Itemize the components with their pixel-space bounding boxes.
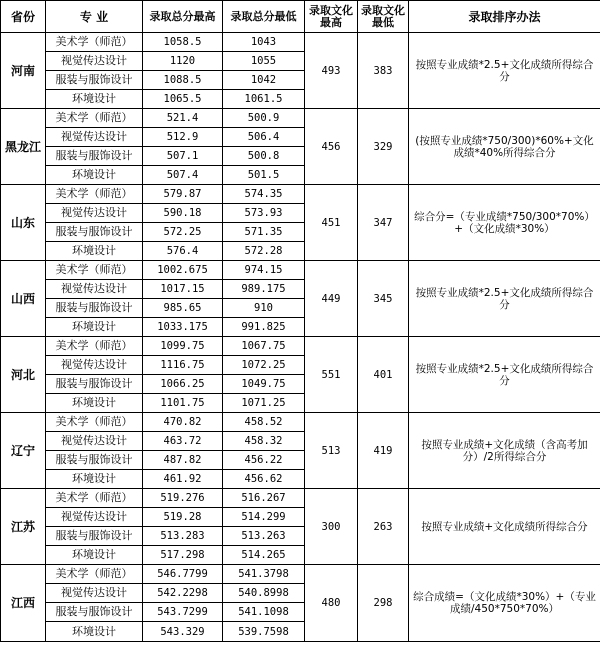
- total-min-cell: 500.8: [223, 147, 305, 166]
- major-cell: 服装与服饰设计: [46, 375, 143, 394]
- total-min-cell: 458.32: [223, 432, 305, 451]
- ranking-method-cell: 按照专业成绩+文化成绩（含高考加分）/2所得综合分: [409, 413, 600, 489]
- total-min-cell: 1042: [223, 71, 305, 90]
- major-cell: 环境设计: [46, 622, 143, 642]
- table-row: [1, 565, 600, 584]
- table-row: [1, 337, 600, 356]
- major-cell: 服装与服饰设计: [46, 71, 143, 90]
- total-min-cell: 456.62: [223, 470, 305, 489]
- culture-min-cell: 329: [358, 109, 409, 185]
- province-cell: 河南: [1, 33, 46, 109]
- major-cell: 视觉传达设计: [46, 52, 143, 71]
- total-max-cell: 1116.75: [143, 356, 223, 375]
- culture-max-cell: 451: [305, 185, 358, 261]
- major-cell: 服装与服饰设计: [46, 147, 143, 166]
- total-min-cell: 541.3798: [223, 565, 305, 584]
- total-max-cell: 487.82: [143, 451, 223, 470]
- total-max-cell: 1033.175: [143, 318, 223, 337]
- total-min-cell: 458.52: [223, 413, 305, 432]
- total-min-cell: 1049.75: [223, 375, 305, 394]
- ranking-method-cell: 综合成绩=（文化成绩*30%）+（专业成绩/450*750*70%）: [409, 565, 600, 642]
- major-cell: 视觉传达设计: [46, 508, 143, 527]
- total-min-cell: 1072.25: [223, 356, 305, 375]
- table-body: [1, 33, 600, 642]
- major-cell: 环境设计: [46, 242, 143, 261]
- culture-min-cell: 345: [358, 261, 409, 337]
- ranking-method-cell: 综合分=（专业成绩*750/300*70%）+（文化成绩*30%）: [409, 185, 600, 261]
- total-min-cell: 1067.75: [223, 337, 305, 356]
- culture-max-cell: 449: [305, 261, 358, 337]
- major-cell: 环境设计: [46, 90, 143, 109]
- total-max-cell: 1058.5: [143, 33, 223, 52]
- total-max-cell: 572.25: [143, 223, 223, 242]
- total-max-cell: 463.72: [143, 432, 223, 451]
- total-min-cell: 574.35: [223, 185, 305, 204]
- header-row: [1, 1, 600, 33]
- table-row: [1, 109, 600, 128]
- total-min-cell: 1071.25: [223, 394, 305, 413]
- ranking-method-cell: 按照专业成绩*2.5+文化成绩所得综合分: [409, 337, 600, 413]
- total-min-cell: 989.175: [223, 280, 305, 299]
- total-max-cell: 985.65: [143, 299, 223, 318]
- total-max-cell: 1065.5: [143, 90, 223, 109]
- major-cell: 环境设计: [46, 394, 143, 413]
- total-min-cell: 910: [223, 299, 305, 318]
- total-min-cell: 541.1098: [223, 603, 305, 622]
- major-cell: 美术学（师范）: [46, 337, 143, 356]
- province-cell: 江苏: [1, 489, 46, 565]
- major-cell: 环境设计: [46, 318, 143, 337]
- culture-max-cell: 300: [305, 489, 358, 565]
- total-min-cell: 991.825: [223, 318, 305, 337]
- major-cell: 美术学（师范）: [46, 185, 143, 204]
- major-cell: 环境设计: [46, 470, 143, 489]
- total-max-cell: 1101.75: [143, 394, 223, 413]
- culture-min-cell: 347: [358, 185, 409, 261]
- major-cell: 视觉传达设计: [46, 128, 143, 147]
- total-max-cell: 519.276: [143, 489, 223, 508]
- table-row: [1, 33, 600, 52]
- total-max-cell: 543.329: [143, 622, 223, 642]
- culture-min-cell: 263: [358, 489, 409, 565]
- total-max-cell: 1120: [143, 52, 223, 71]
- major-cell: 美术学（师范）: [46, 565, 143, 584]
- major-cell: 视觉传达设计: [46, 280, 143, 299]
- total-max-cell: 507.4: [143, 166, 223, 185]
- total-min-cell: 1055: [223, 52, 305, 71]
- total-min-cell: 573.93: [223, 204, 305, 223]
- total-max-cell: 542.2298: [143, 584, 223, 603]
- province-cell: 山西: [1, 261, 46, 337]
- header-total-max: 录取总分最高: [143, 1, 223, 33]
- province-cell: 江西: [1, 565, 46, 642]
- ranking-method-cell: 按照专业成绩+文化成绩所得综合分: [409, 489, 600, 565]
- total-max-cell: 1088.5: [143, 71, 223, 90]
- header-major: 专 业: [46, 1, 143, 33]
- major-cell: 美术学（师范）: [46, 261, 143, 280]
- table-row: [1, 185, 600, 204]
- total-max-cell: 1002.675: [143, 261, 223, 280]
- header-culture-max: 录取文化最高: [305, 1, 358, 33]
- major-cell: 美术学（师范）: [46, 33, 143, 52]
- total-min-cell: 571.35: [223, 223, 305, 242]
- major-cell: 服装与服饰设计: [46, 223, 143, 242]
- table-row: [1, 413, 600, 432]
- total-min-cell: 513.263: [223, 527, 305, 546]
- culture-max-cell: 513: [305, 413, 358, 489]
- total-max-cell: 507.1: [143, 147, 223, 166]
- culture-min-cell: 419: [358, 413, 409, 489]
- total-min-cell: 974.15: [223, 261, 305, 280]
- table-row: [1, 261, 600, 280]
- total-max-cell: 517.298: [143, 546, 223, 565]
- major-cell: 视觉传达设计: [46, 584, 143, 603]
- total-max-cell: 1066.25: [143, 375, 223, 394]
- total-max-cell: 1099.75: [143, 337, 223, 356]
- total-max-cell: 512.9: [143, 128, 223, 147]
- culture-min-cell: 383: [358, 33, 409, 109]
- total-max-cell: 513.283: [143, 527, 223, 546]
- total-min-cell: 501.5: [223, 166, 305, 185]
- culture-min-cell: 401: [358, 337, 409, 413]
- total-max-cell: 1017.15: [143, 280, 223, 299]
- total-max-cell: 519.28: [143, 508, 223, 527]
- table-row: [1, 489, 600, 508]
- total-max-cell: 470.82: [143, 413, 223, 432]
- culture-max-cell: 551: [305, 337, 358, 413]
- ranking-method-cell: 按照专业成绩*2.5+文化成绩所得综合分: [409, 33, 600, 109]
- total-min-cell: 500.9: [223, 109, 305, 128]
- total-min-cell: 540.8998: [223, 584, 305, 603]
- major-cell: 服装与服饰设计: [46, 451, 143, 470]
- total-min-cell: 456.22: [223, 451, 305, 470]
- ranking-method-cell: 按照专业成绩*2.5+文化成绩所得综合分: [409, 261, 600, 337]
- total-min-cell: 514.299: [223, 508, 305, 527]
- province-cell: 河北: [1, 337, 46, 413]
- ranking-method-cell: (按照专业成绩*750/300)*60%+文化成绩*40%所得综合分: [409, 109, 600, 185]
- culture-max-cell: 480: [305, 565, 358, 642]
- total-min-cell: 1043: [223, 33, 305, 52]
- header-culture-min: 录取文化最低: [358, 1, 409, 33]
- major-cell: 美术学（师范）: [46, 109, 143, 128]
- total-min-cell: 506.4: [223, 128, 305, 147]
- province-cell: 黑龙江: [1, 109, 46, 185]
- total-max-cell: 590.18: [143, 204, 223, 223]
- major-cell: 视觉传达设计: [46, 432, 143, 451]
- total-max-cell: 546.7799: [143, 565, 223, 584]
- total-min-cell: 572.28: [223, 242, 305, 261]
- major-cell: 视觉传达设计: [46, 204, 143, 223]
- total-min-cell: 514.265: [223, 546, 305, 565]
- total-min-cell: 1061.5: [223, 90, 305, 109]
- major-cell: 环境设计: [46, 166, 143, 185]
- header-total-min: 录取总分最低: [223, 1, 305, 33]
- header-province: 省份: [1, 1, 46, 33]
- total-max-cell: 461.92: [143, 470, 223, 489]
- major-cell: 服装与服饰设计: [46, 603, 143, 622]
- major-cell: 服装与服饰设计: [46, 527, 143, 546]
- province-cell: 山东: [1, 185, 46, 261]
- total-min-cell: 516.267: [223, 489, 305, 508]
- major-cell: 美术学（师范）: [46, 413, 143, 432]
- total-max-cell: 579.87: [143, 185, 223, 204]
- culture-max-cell: 456: [305, 109, 358, 185]
- culture-max-cell: 493: [305, 33, 358, 109]
- province-cell: 辽宁: [1, 413, 46, 489]
- major-cell: 环境设计: [46, 546, 143, 565]
- total-max-cell: 576.4: [143, 242, 223, 261]
- total-max-cell: 543.7299: [143, 603, 223, 622]
- culture-min-cell: 298: [358, 565, 409, 642]
- major-cell: 视觉传达设计: [46, 356, 143, 375]
- header-method: 录取排序办法: [409, 1, 600, 33]
- major-cell: 美术学（师范）: [46, 489, 143, 508]
- major-cell: 服装与服饰设计: [46, 299, 143, 318]
- total-min-cell: 539.7598: [223, 622, 305, 642]
- total-max-cell: 521.4: [143, 109, 223, 128]
